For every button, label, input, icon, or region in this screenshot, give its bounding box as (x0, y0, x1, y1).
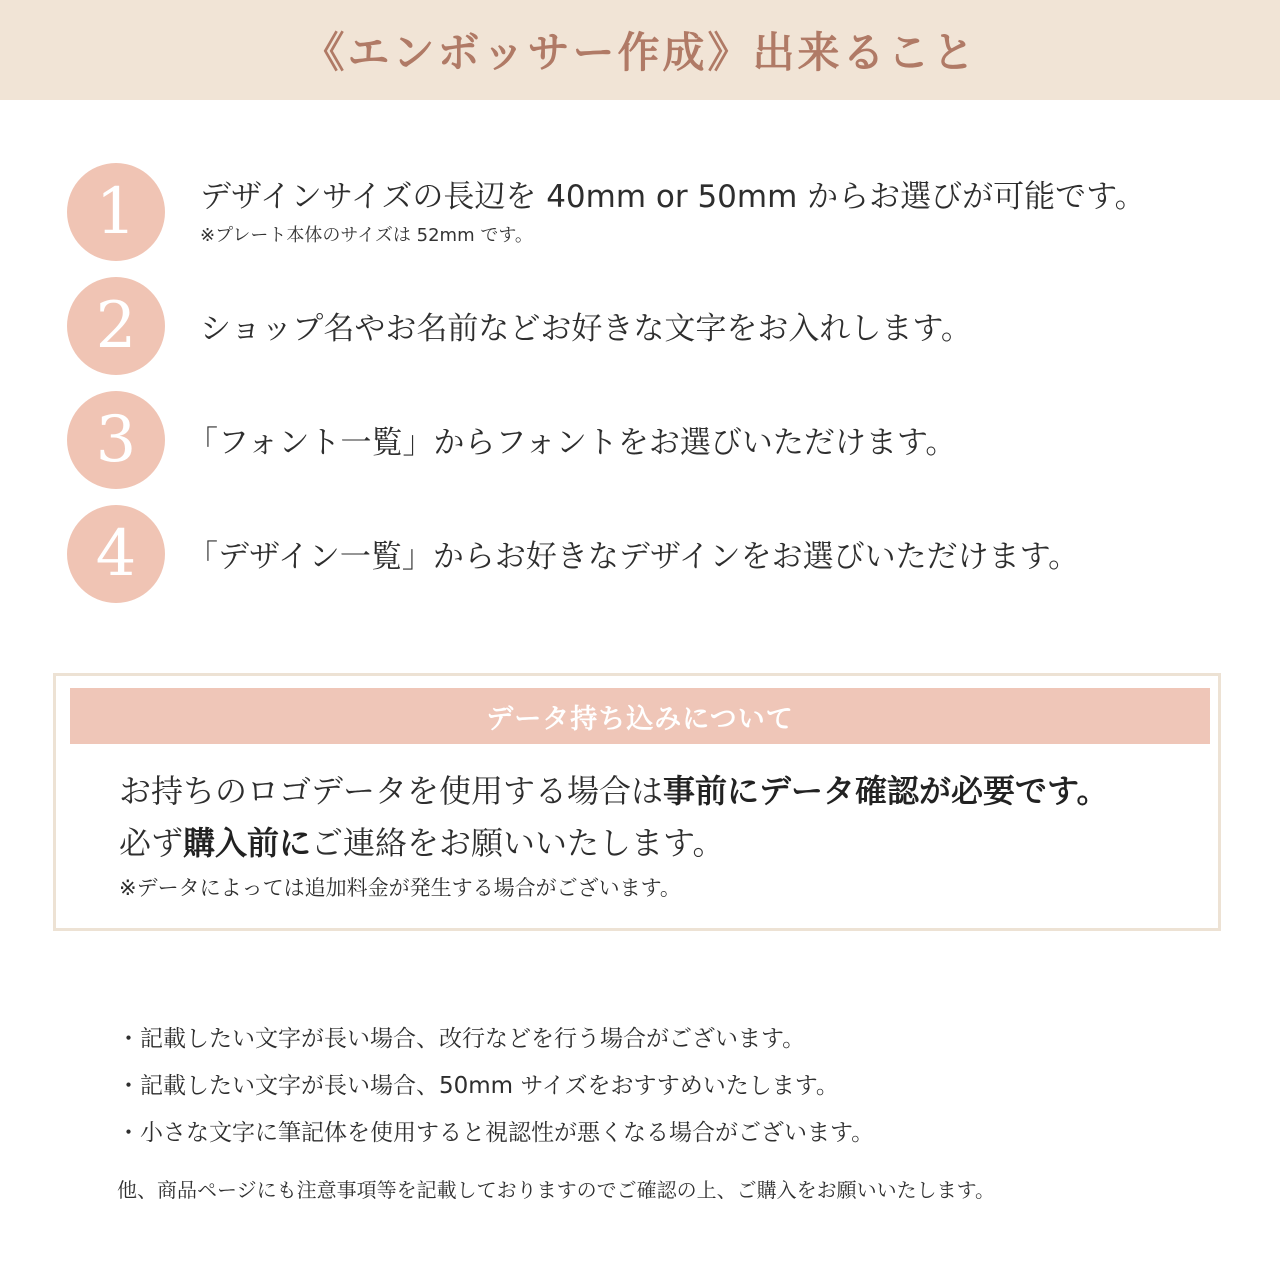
step-1 (67, 163, 1267, 261)
step-number-1: 1 (67, 163, 165, 261)
page-header (0, 0, 1280, 100)
data-import-note: ※データによっては追加料金が発生する場合がございます。 (119, 876, 681, 900)
step-text-2: ショップ名やお名前などお好きな文字をお入れします。 (200, 311, 972, 347)
data-line2-suffix: ご連絡をお願いいたします。 (311, 824, 725, 862)
note-item: ・小さな文字に筆記体を使用すると視認性が悪くなる場合がございます。 (117, 1120, 875, 1146)
step-text-3: 「フォント一覧」からフォントをお選びいただけます。 (187, 425, 957, 461)
data-line1-normal: お持ちのロゴデータを使用する場合は (119, 772, 664, 810)
step-3 (67, 391, 1267, 489)
step-2 (67, 277, 1267, 375)
step-4 (67, 505, 1267, 603)
data-import-box (53, 673, 1221, 931)
step-text-4: 「デザイン一覧」からお好きなデザインをお選びいただけます。 (187, 539, 1080, 575)
note-item: ・記載したい文字が長い場合、50mm サイズをおすすめいたします。 (117, 1073, 839, 1099)
step-number-3: 3 (67, 391, 165, 489)
page-title: 《エンボッサー作成》出来ること (302, 28, 978, 77)
step-number-4: 4 (67, 505, 165, 603)
data-import-line-1 (119, 766, 1108, 812)
note-item: ・記載したい文字が長い場合、改行などを行う場合がございます。 (117, 1026, 806, 1052)
data-line2-prefix: 必ず (119, 824, 184, 862)
data-import-title: データ持ち込みについて (70, 688, 1210, 744)
footer-note: 他、商品ページにも注意事項等を記載しておりますのでご確認の上、ご購入をお願いいたします。 (117, 1178, 995, 1202)
data-import-line-2 (119, 818, 724, 864)
data-line2-bold: 購入前に (183, 824, 312, 862)
step-note-1: ※プレート本体のサイズは 52mm です。 (200, 225, 533, 246)
data-line1-bold: 事前にデータ確認が必要です。 (663, 772, 1109, 810)
step-number-2: 2 (67, 277, 165, 375)
step-text-1: デザインサイズの長辺を 40mm or 50mm からお選びが可能です。 (200, 179, 1146, 215)
